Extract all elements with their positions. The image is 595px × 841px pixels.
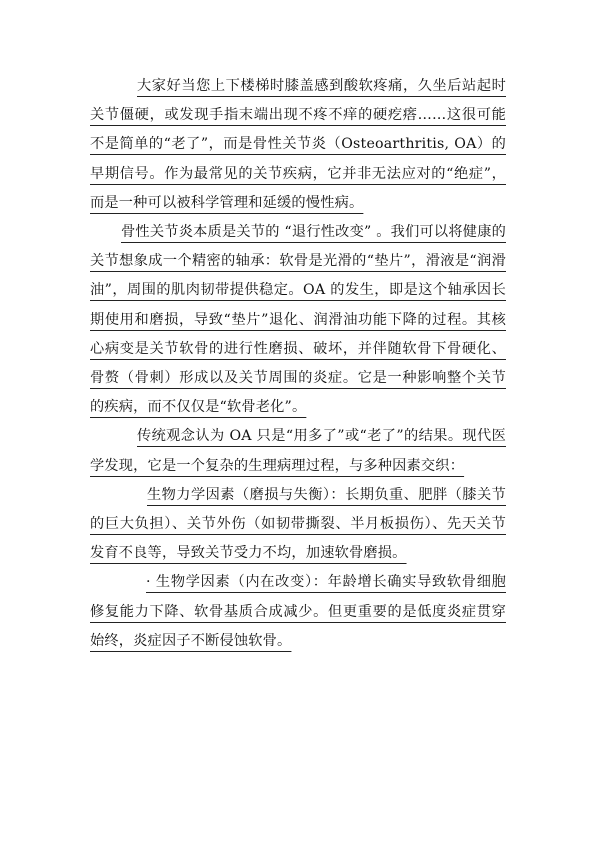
document-page xyxy=(90,72,506,656)
paragraph-biomechanical-factors: 生物力学因素（磨损与失衡）：长期负重、肥胖（膝关节的巨大负担）、关节外伤（如韧带撕裂、半月板损伤）、先天关节发育不良等，导致关节受力不均，加速软骨磨损。 xyxy=(90,486,506,562)
paragraph-intro: 大家好当您上下楼梯时膝盖感到酸软疼痛，久坐后站起时关节僵硬，或发现手指末端出现不疼不痒的硬疙瘩……这很可能不是简单的“老了”，而是骨性关节炎（Osteoarthritis, OA）的早期信号。作为最常见的关节疾病，它并非无法应对的“绝症”，而是一种可以被科学管理和延缓的慢性病。 xyxy=(90,78,506,211)
paragraph-causes-intro: 传统观念认为 OA 只是“用多了”或“老了”的结果。现代医学发现，它是一个复杂的生理病理过程，与多种因素交织： xyxy=(90,428,506,474)
paragraph-definition: 骨性关节炎本质是关节的 “退行性改变” 。我们可以将健康的关节想象成一个精密的轴承：软骨是光滑的“垫片”，滑液是“润滑油”，周围的肌肉韧带提供稳定。OA 的发生，即是这个轴承因长期使用和磨损，导致“垫片”退化、润滑油功能下降的过程。其核心病变是关节软骨的进行性磨损、破坏，并伴随软骨下骨硬化、骨赘（骨刺）形成以及关节周围的炎症。它是一种影响整个关节的疾病，而不仅仅是“软骨老化”。 xyxy=(90,224,506,416)
paragraph-biological-factors: · 生物学因素（内在改变）：年龄增长确实导致软骨细胞修复能力下降、软骨基质合成减少。但更重要的是低度炎症贯穿始终，炎症因子不断侵蚀软骨。 xyxy=(90,574,506,649)
